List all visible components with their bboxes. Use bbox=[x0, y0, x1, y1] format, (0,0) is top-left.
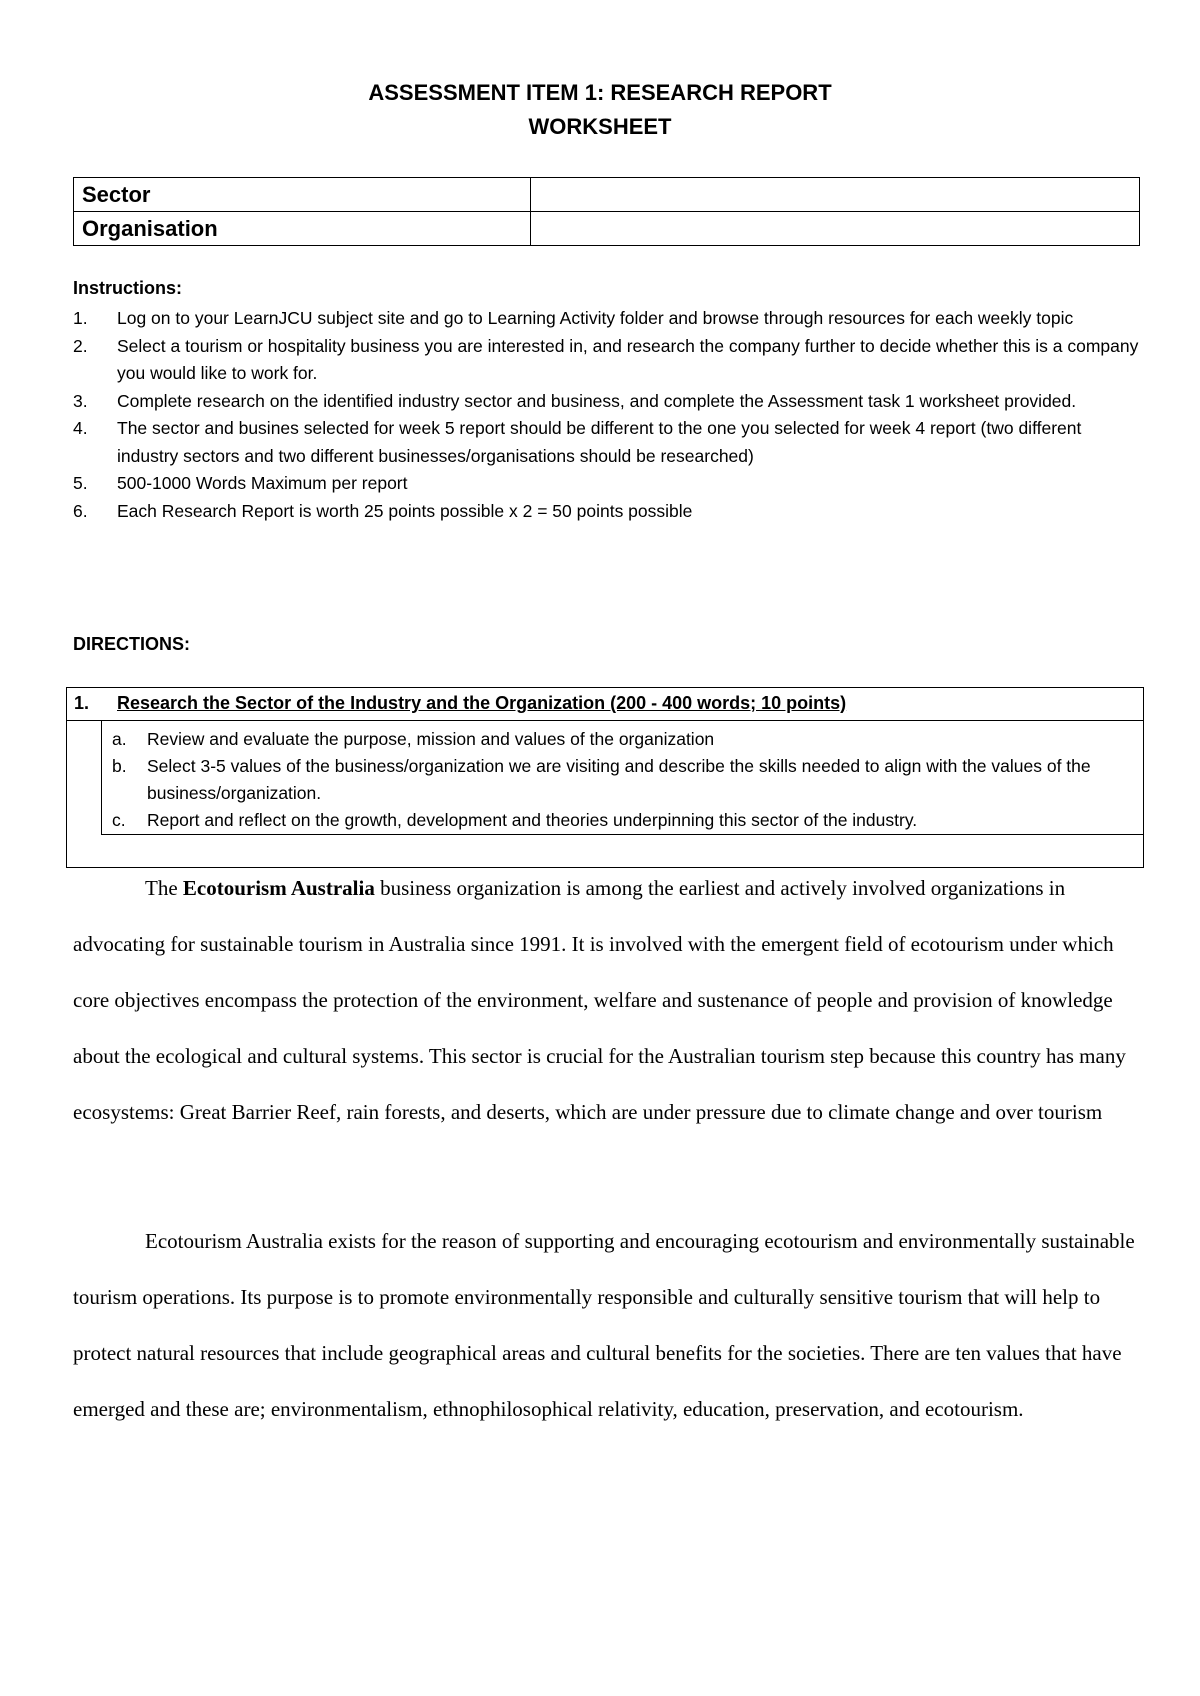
document-subtitle: WORKSHEET bbox=[528, 114, 672, 139]
list-item-text: The sector and busines selected for week 5 report should be different to the one you selected for week 4 report (two different industry sectors and two different businesses/organisations should be researched) bbox=[117, 418, 1082, 466]
document-title: ASSESSMENT ITEM 1: RESEARCH REPORT bbox=[368, 80, 832, 105]
list-item-text: Each Research Report is worth 25 points possible x 2 = 50 points possible bbox=[117, 500, 693, 521]
list-item-text: Log on to your LearnJCU subject site and go to Learning Activity folder and browse through resources for each weekly topic bbox=[117, 308, 1074, 328]
directions-heading: DIRECTIONS: bbox=[73, 634, 190, 654]
table-row bbox=[74, 178, 1140, 212]
list-item bbox=[73, 305, 1143, 333]
list-item bbox=[73, 388, 1143, 416]
directions-table bbox=[66, 687, 1144, 868]
list-item-text: Report and reflect on the growth, development and theories underpinning this sector of the industry. bbox=[147, 810, 918, 830]
list-item bbox=[102, 753, 1144, 807]
sector-label: Sector bbox=[74, 178, 531, 212]
essay-paragraph bbox=[73, 860, 1143, 1140]
list-number: 1. bbox=[73, 308, 88, 328]
directions-item-title: Research the Sector of the Industry and the Organization (200 - 400 words; 10 points) bbox=[117, 693, 847, 713]
list-item-text: 500-1000 Words Maximum per report bbox=[117, 473, 408, 493]
list-item bbox=[73, 415, 1143, 470]
list-letter: b. bbox=[112, 756, 127, 776]
list-number: 4. bbox=[73, 418, 88, 438]
directions-subitems bbox=[101, 721, 1144, 835]
list-item bbox=[73, 498, 1143, 526]
instructions-list bbox=[73, 305, 1143, 525]
organisation-label: Organisation bbox=[74, 212, 531, 246]
list-letter: c. bbox=[112, 810, 126, 830]
list-item-text: Complete research on the identified industry sector and business, and complete the Assessment task 1 worksheet provided. bbox=[117, 390, 1077, 411]
paragraph-text: business organization is among the earliest and actively involved organizations in advocating for sustainable tourism in Australia since 1991. It is involved with the emergent field of ecotourism under which core objectives encompass the protection of the environment, welfare and sustenance of people and provision of knowledge about the ecological and cultural systems. This sector is crucial for the Australian tourism step because this country has many ecosystems: Great Barrier Reef, rain forests, and deserts, which are under pressure due to climate change and over tourism bbox=[73, 876, 1126, 1124]
list-number: 5. bbox=[73, 473, 88, 493]
info-table bbox=[73, 177, 1140, 246]
essay-paragraph: Ecotourism Australia exists for the reason of supporting and encouraging ecotourism and environmentally sustainable tourism operations. Its purpose is to promote environmentally responsible and culturally sensitive tourism that will help to protect natural resources that include geographical areas and cultural benefits for the societies. There are ten values that have emerged and these are; environmentalism, ethnophilosophical relativity, education, preservation, and ecotourism. bbox=[73, 1229, 1135, 1421]
instructions-heading: Instructions: bbox=[73, 278, 183, 298]
list-item-text: Review and evaluate the purpose, mission and values of the organization bbox=[147, 729, 715, 749]
list-item bbox=[73, 470, 1143, 498]
list-number: 2. bbox=[73, 335, 88, 356]
sector-value bbox=[531, 178, 1140, 212]
list-item-text: Select 3-5 values of the business/organization we are visiting and describe the skills needed to align with the values of the business/organization. bbox=[147, 756, 1091, 803]
table-row bbox=[74, 212, 1140, 246]
organization-name: Ecotourism Australia bbox=[182, 876, 375, 900]
list-number: 6. bbox=[73, 500, 88, 521]
directions-item-number: 1. bbox=[74, 693, 90, 713]
list-letter: a. bbox=[112, 729, 127, 749]
list-item-text: Select a tourism or hospitality business you are interested in, and research the company further to decide whether this is a company you would like to work for. bbox=[117, 335, 1139, 383]
list-number: 3. bbox=[73, 390, 88, 411]
organisation-value bbox=[531, 212, 1140, 246]
list-item bbox=[102, 726, 1144, 753]
paragraph-text: The bbox=[145, 876, 183, 900]
list-item bbox=[102, 807, 1144, 834]
list-item bbox=[73, 333, 1143, 388]
directions-item-header bbox=[67, 688, 1143, 721]
